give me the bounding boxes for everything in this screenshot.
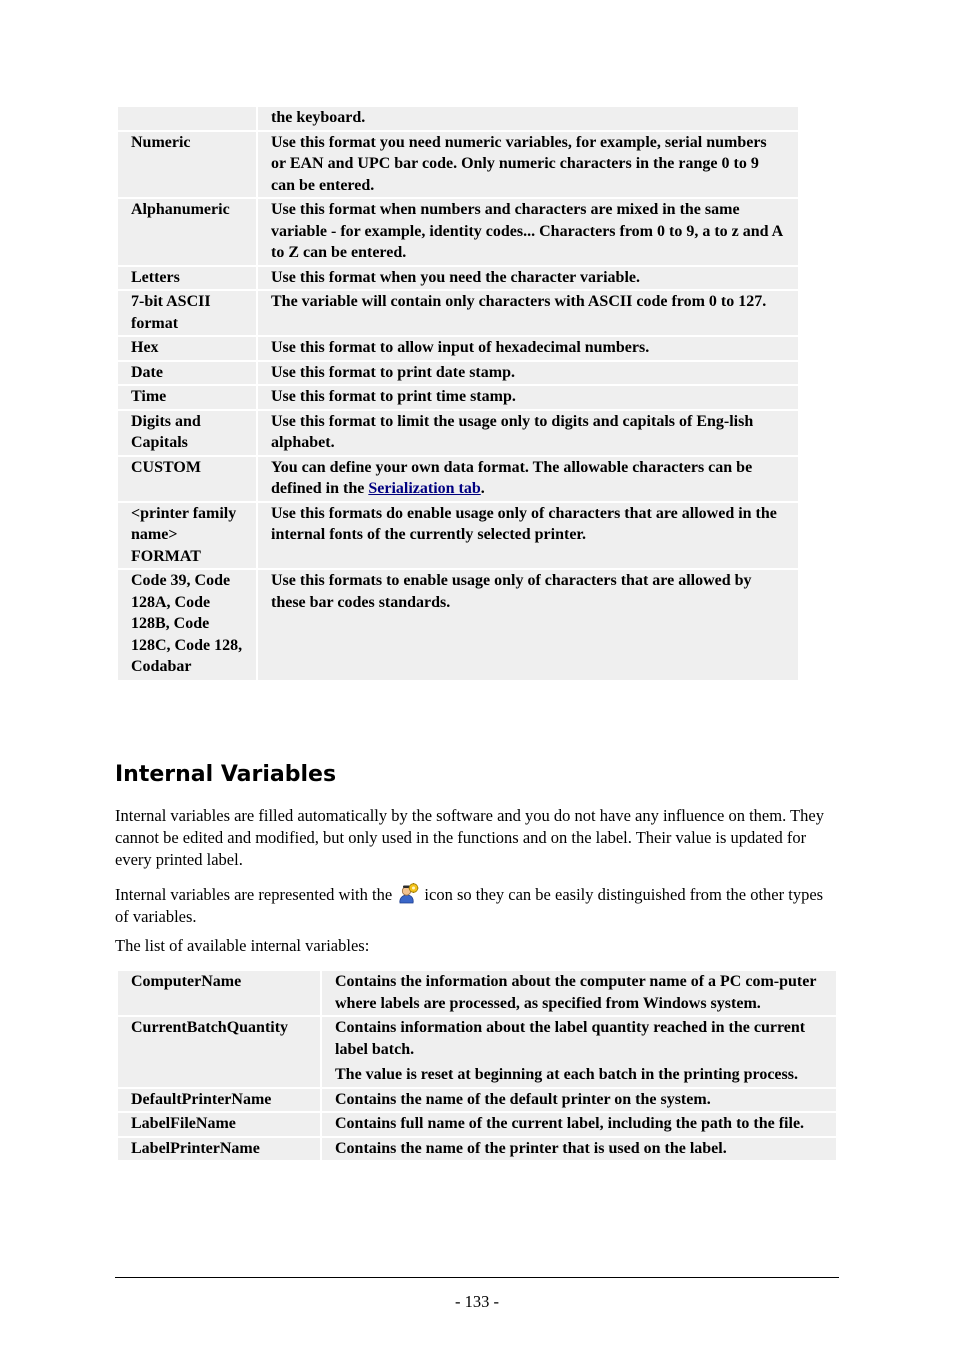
format-desc-cell: Use this formats do enable usage only of characters that are allowed in the internal fonts of the currently selected printer. [258, 503, 798, 569]
icon-paragraph [115, 882, 839, 928]
variable-desc-cell [322, 1138, 836, 1161]
table-row [118, 267, 798, 290]
variable-name-cell: LabelFileName [118, 1113, 320, 1136]
data-format-table [116, 105, 800, 682]
intro-paragraph: Internal variables are filled automatically by the software and you do not have any influence on them. They cannot be edited and modified, but only used in the functions and on the label. Their value is updated for every printed label. [115, 806, 824, 869]
format-name-cell: Letters [118, 267, 256, 290]
variable-desc-cell [322, 1017, 836, 1087]
table-row [118, 132, 798, 198]
table-row [118, 386, 798, 409]
table-row [118, 199, 798, 265]
variable-name-cell: CurrentBatchQuantity [118, 1017, 320, 1087]
serialization-tab-link[interactable]: Serialization tab [368, 480, 481, 497]
footer-divider [115, 1277, 839, 1278]
format-name-cell: Code 39, Code 128A, Code 128B, Code 128C, Code 128, Codabar [118, 570, 256, 680]
format-name-cell: Numeric [118, 132, 256, 198]
format-desc-cell: Use this format when you need the character variable. [258, 267, 798, 290]
icon-paragraph-text-before: Internal variables are represented with the [115, 885, 393, 904]
variable-name-cell: LabelPrinterName [118, 1138, 320, 1161]
table-row [118, 362, 798, 385]
format-desc-cell: Use this format to allow input of hexadecimal numbers. [258, 337, 798, 360]
variable-desc-text: Contains the name of the default printer on the system. [335, 1090, 711, 1108]
format-name-cell: Time [118, 386, 256, 409]
internal-variable-icon [397, 882, 419, 904]
list-intro-paragraph: The list of available internal variables: [115, 936, 370, 955]
format-name-cell [118, 107, 256, 130]
format-name-cell: CUSTOM [118, 457, 256, 501]
table-row [118, 107, 798, 130]
format-desc-cell: Use this format to print date stamp. [258, 362, 798, 385]
section-heading: Internal Variables [115, 762, 337, 787]
icon-paragraph-text-after: icon so they can be easily distinguished from the other types of variables. [115, 885, 824, 926]
format-desc-cell [258, 457, 798, 501]
table-row [118, 971, 836, 1015]
table-row [118, 570, 798, 680]
table-row [118, 411, 798, 455]
custom-desc-text: You can define your own data format. The allowable characters can be defined in the [271, 458, 753, 497]
format-name-cell: Digits and Capitals [118, 411, 256, 455]
page-number: - 133 - [455, 1292, 499, 1311]
format-desc-cell: Use this format to print time stamp. [258, 386, 798, 409]
format-name-cell: <printer family name> FORMAT [118, 503, 256, 569]
variable-name-cell: ComputerName [118, 971, 320, 1015]
custom-desc-end: . [480, 480, 485, 497]
format-desc-cell: the keyboard. [258, 107, 798, 130]
variable-desc-cell [322, 971, 836, 1015]
variable-name-cell: DefaultPrinterName [118, 1089, 320, 1112]
format-name-cell: Date [118, 362, 256, 385]
variable-desc-text: Contains full name of the current label, including the path to the file. [335, 1115, 805, 1132]
format-name-cell: Alphanumeric [118, 199, 256, 265]
table-row [118, 1017, 836, 1087]
format-desc-cell: Use this format when numbers and characters are mixed in the same variable - for example, identity codes... Characters from 0 to 9, a to z and A to Z can be entered. [258, 199, 798, 265]
format-desc-cell: Use this formats to enable usage only of characters that are allowed by these bar codes standards. [258, 570, 798, 680]
format-desc-cell: The variable will contain only characters with ASCII code from 0 to 127. [258, 291, 798, 335]
table-row [118, 457, 798, 501]
internal-variables-table [116, 969, 838, 1162]
variable-desc-text: The value is reset at beginning at each batch in the printing process. [335, 1066, 798, 1083]
variable-desc-cell [322, 1089, 836, 1112]
format-desc-cell: Use this format to limit the usage only to digits and capitals of Eng-lish alphabet. [258, 411, 798, 455]
format-desc-cell: Use this format you need numeric variables, for example, serial numbers or EAN and UPC bar code. Only numeric characters in the range 0 to 9 can be entered. [258, 132, 798, 198]
variable-desc-text: Contains the information about the computer name of a PC com-puter where labels are processed, as specified from Windows system. [335, 973, 817, 1012]
variable-desc-text: Contains the name of the printer that is used on the label. [335, 1139, 727, 1157]
table-row [118, 337, 798, 360]
format-name-cell: 7-bit ASCII format [118, 291, 256, 335]
table-row [118, 503, 798, 569]
table-row [118, 1113, 836, 1136]
table-row [118, 1138, 836, 1161]
variable-desc-cell [322, 1113, 836, 1136]
format-name-cell: Hex [118, 337, 256, 360]
table-row [118, 1089, 836, 1112]
variable-desc-text: Contains information about the label quantity reached in the current label batch. [335, 1019, 806, 1058]
table-row [118, 291, 798, 335]
